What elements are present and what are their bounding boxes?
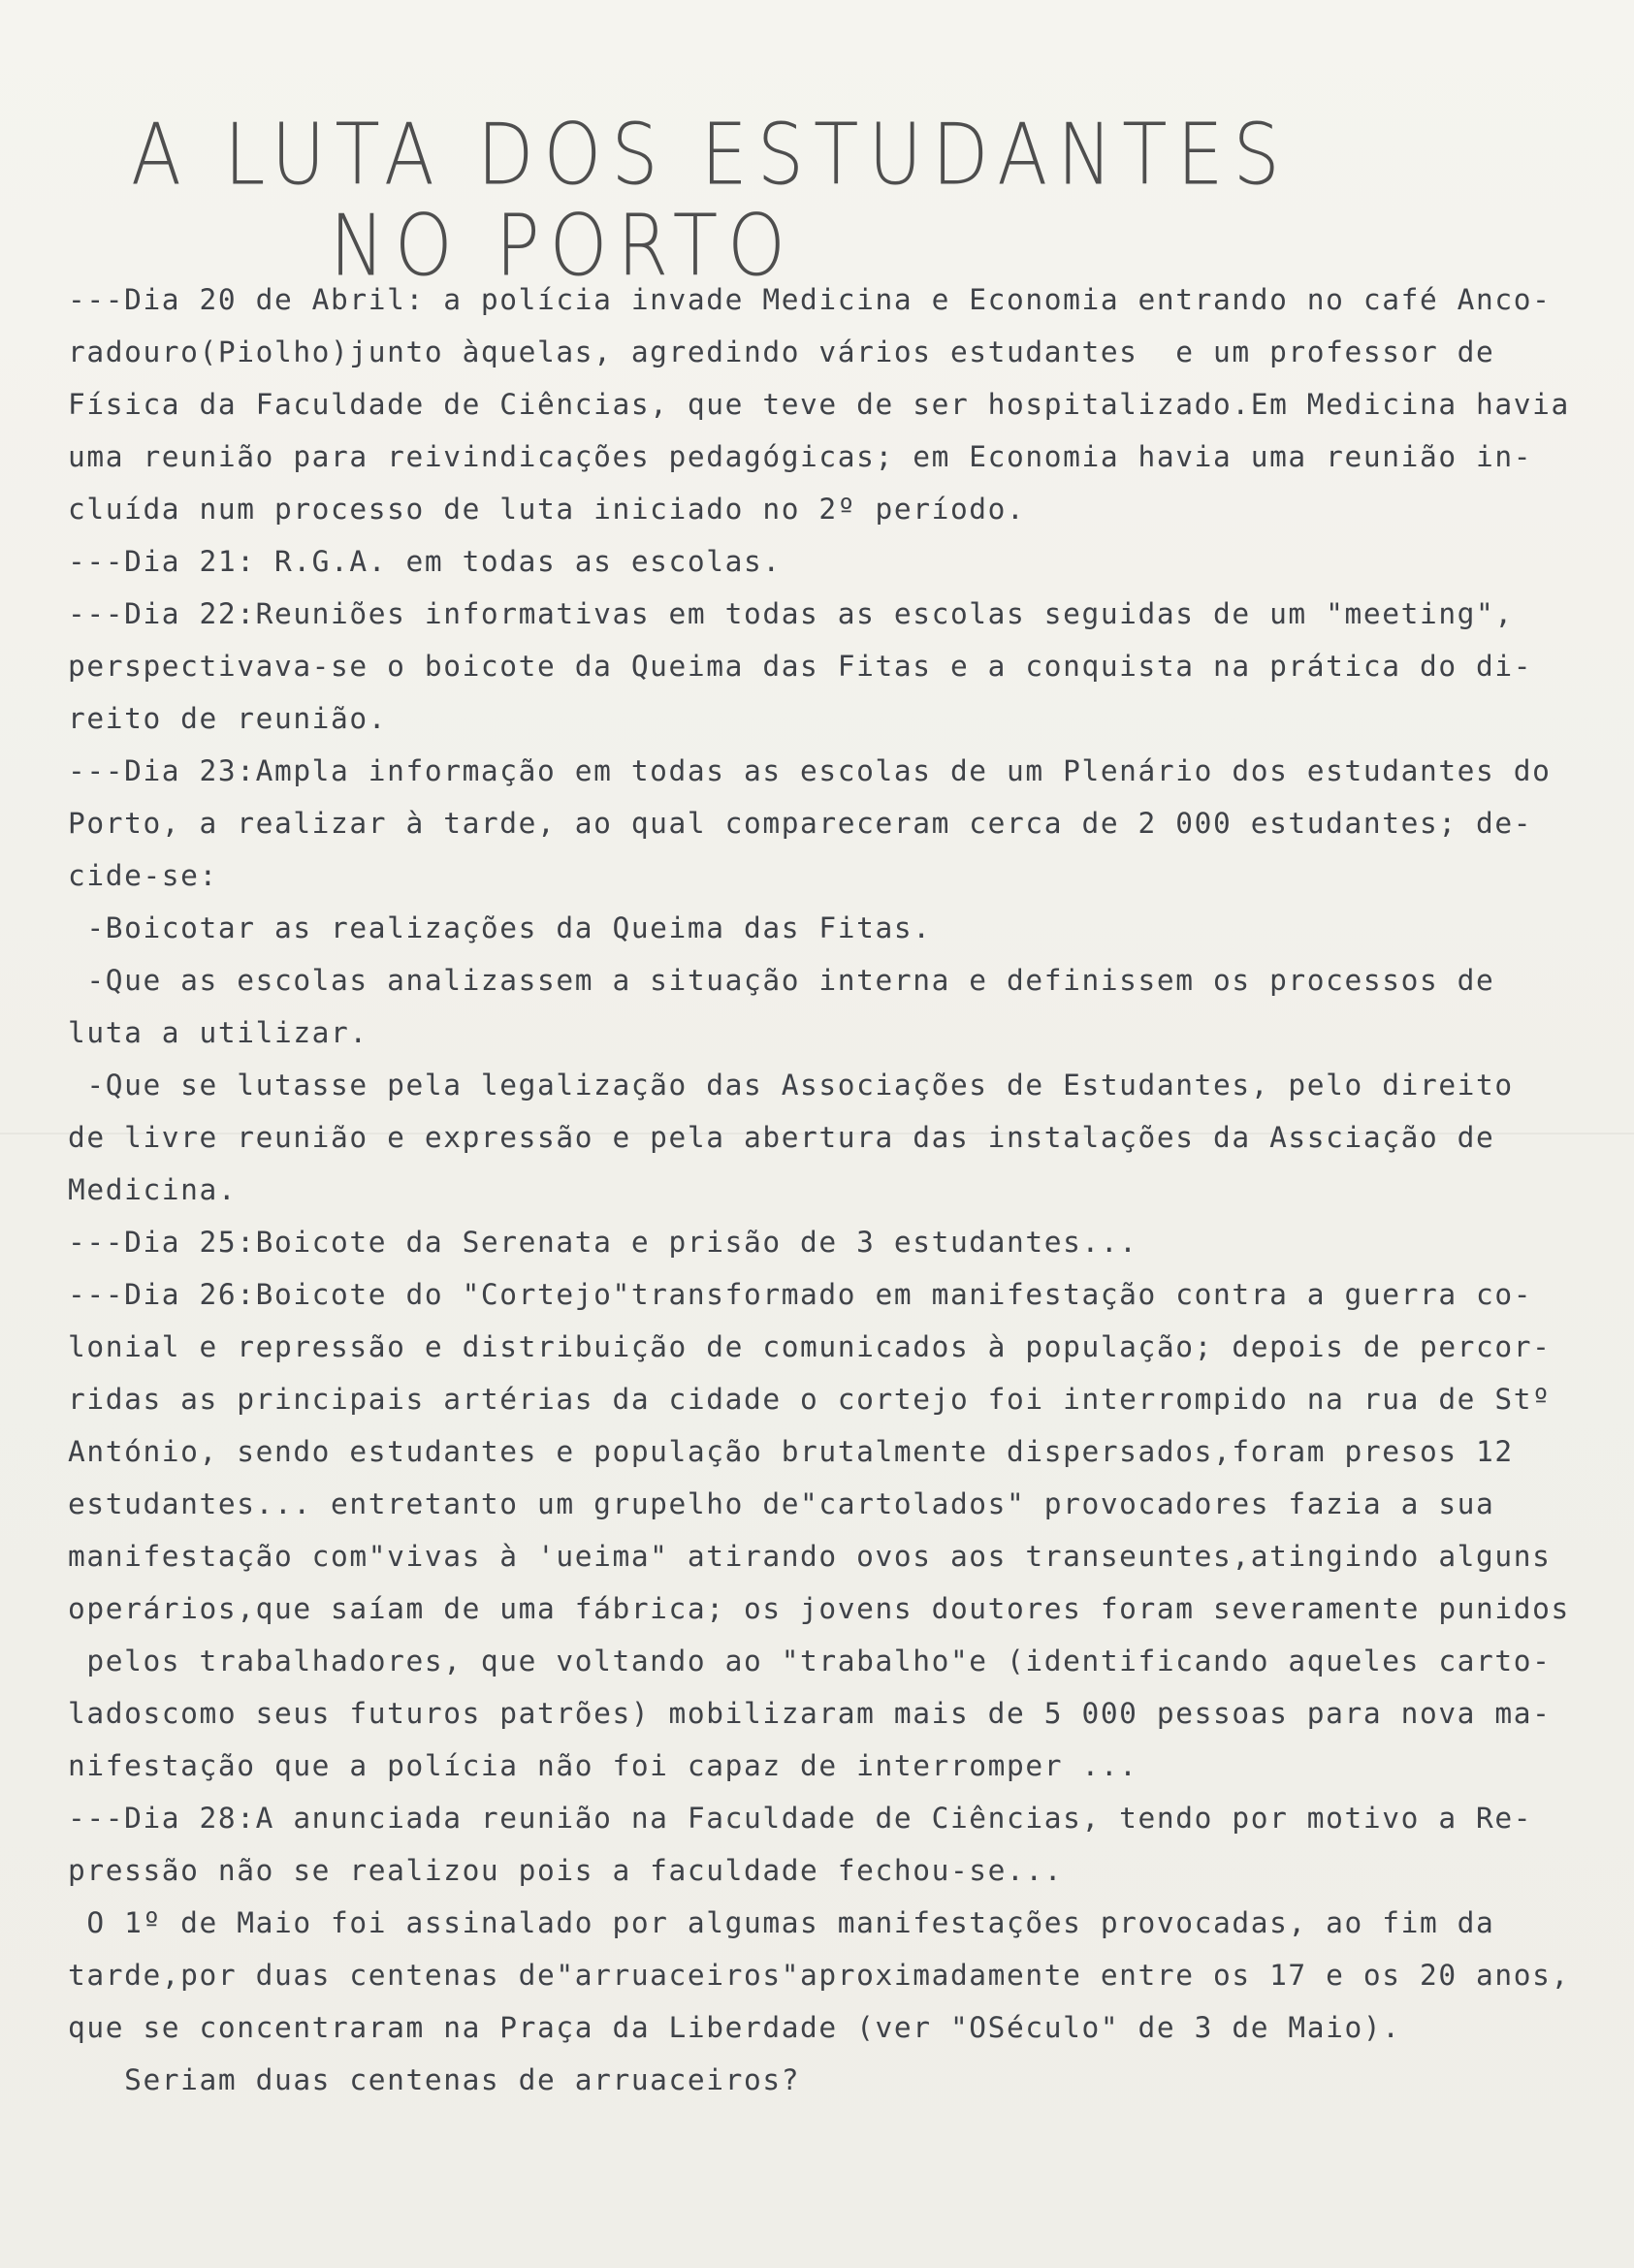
text-line: manifestação com"vivas à 'ueima" atirando ovos aos transeuntes,atingindo alguns (68, 1540, 1552, 1573)
text-line: ---Dia 22:Reuniões informativas em todas as escolas seguidas de um "meeting", (68, 597, 1514, 630)
text-line: cluída num processo de luta iniciado no 2º período. (68, 493, 1026, 526)
text-line: pressão não se realizou pois a faculdade fechou-se... (68, 1854, 1064, 1887)
text-line: que se concentraram na Praça da Liberdade (ver "OSéculo" de 3 de Maio). (68, 2011, 1401, 2044)
document-title-line-2: NO PORTO (330, 196, 796, 296)
text-line: tarde,por duas centenas de"arruaceiros"aproximadamente entre os 17 e os 20 anos, (68, 1959, 1570, 1992)
text-line: de livre reunião e expressão e pela abertura das instalações da Assciação de (68, 1121, 1495, 1154)
text-line: ---Dia 25:Boicote da Serenata e prisão de 3 estudantes... (68, 1226, 1138, 1259)
text-line: ridas as principais artérias da cidade o cortejo foi interrompido na rua de Stº (68, 1383, 1552, 1416)
text-line: -Que se lutasse pela legalização das Associações de Estudantes, pelo direito (68, 1069, 1514, 1102)
text-line: ---Dia 23:Ampla informação em todas as escolas de um Plenário dos estudantes do (68, 754, 1552, 787)
text-line: uma reunião para reivindicações pedagógicas; em Economia havia uma reunião in- (68, 440, 1533, 473)
text-line: pelos trabalhadores, que voltando ao "trabalho"e (identificando aqueles carto- (68, 1645, 1552, 1677)
text-line: lonial e repressão e distribuição de comunicados à população; depois de percor- (68, 1330, 1552, 1363)
text-line: operários,que saíam de uma fábrica; os jovens doutores foram severamente punidos (68, 1592, 1570, 1625)
document-body (68, 273, 1600, 2106)
text-line: ---Dia 20 de Abril: a polícia invade Medicina e Economia entrando no café Anco- (68, 283, 1552, 316)
text-line: perspectivava-se o boicote da Queima das Fitas e a conquista na prática do di- (68, 650, 1533, 683)
text-line: Porto, a realizar à tarde, ao qual compareceram cerca de 2 000 estudantes; de- (68, 807, 1533, 840)
text-line: -Boicotar as realizações da Queima das Fitas. (68, 911, 932, 944)
text-line: Seriam duas centenas de arruaceiros? (68, 2063, 801, 2096)
text-line: luta a utilizar. (68, 1016, 368, 1049)
text-line: nifestação que a polícia não foi capaz de interromper ... (68, 1749, 1138, 1782)
text-line: estudantes... entretanto um grupelho de"cartolados" provocadores fazia a sua (68, 1487, 1495, 1520)
text-line: ladoscomo seus futuros patrões) mobilizaram mais de 5 000 pessoas para nova ma- (68, 1697, 1552, 1730)
text-line: radouro(Piolho)junto àquelas, agredindo vários estudantes e um professor de (68, 335, 1495, 368)
text-line: Física da Faculdade de Ciências, que teve de ser hospitalizado.Em Medicina havia (68, 388, 1570, 421)
text-line: ---Dia 21: R.G.A. em todas as escolas. (68, 545, 782, 578)
text-line: ---Dia 26:Boicote do "Cortejo"transformado em manifestação contra a guerra co- (68, 1278, 1533, 1311)
text-line: ---Dia 28:A anunciada reunião na Faculdade de Ciências, tendo por motivo a Re- (68, 1802, 1533, 1835)
document-title-line-1: A LUTA DOS ESTUDANTES (131, 105, 1290, 205)
text-line: O 1º de Maio foi assinalado por algumas manifestações provocadas, ao fim da (68, 1906, 1495, 1939)
text-line: Medicina. (68, 1173, 238, 1206)
text-line: António, sendo estudantes e população brutalmente dispersados,foram presos 12 (68, 1435, 1514, 1468)
text-line: reito de reunião. (68, 702, 388, 735)
text-line: cide-se: (68, 859, 218, 892)
text-line: -Que as escolas analizassem a situação interna e definissem os processos de (68, 964, 1495, 997)
